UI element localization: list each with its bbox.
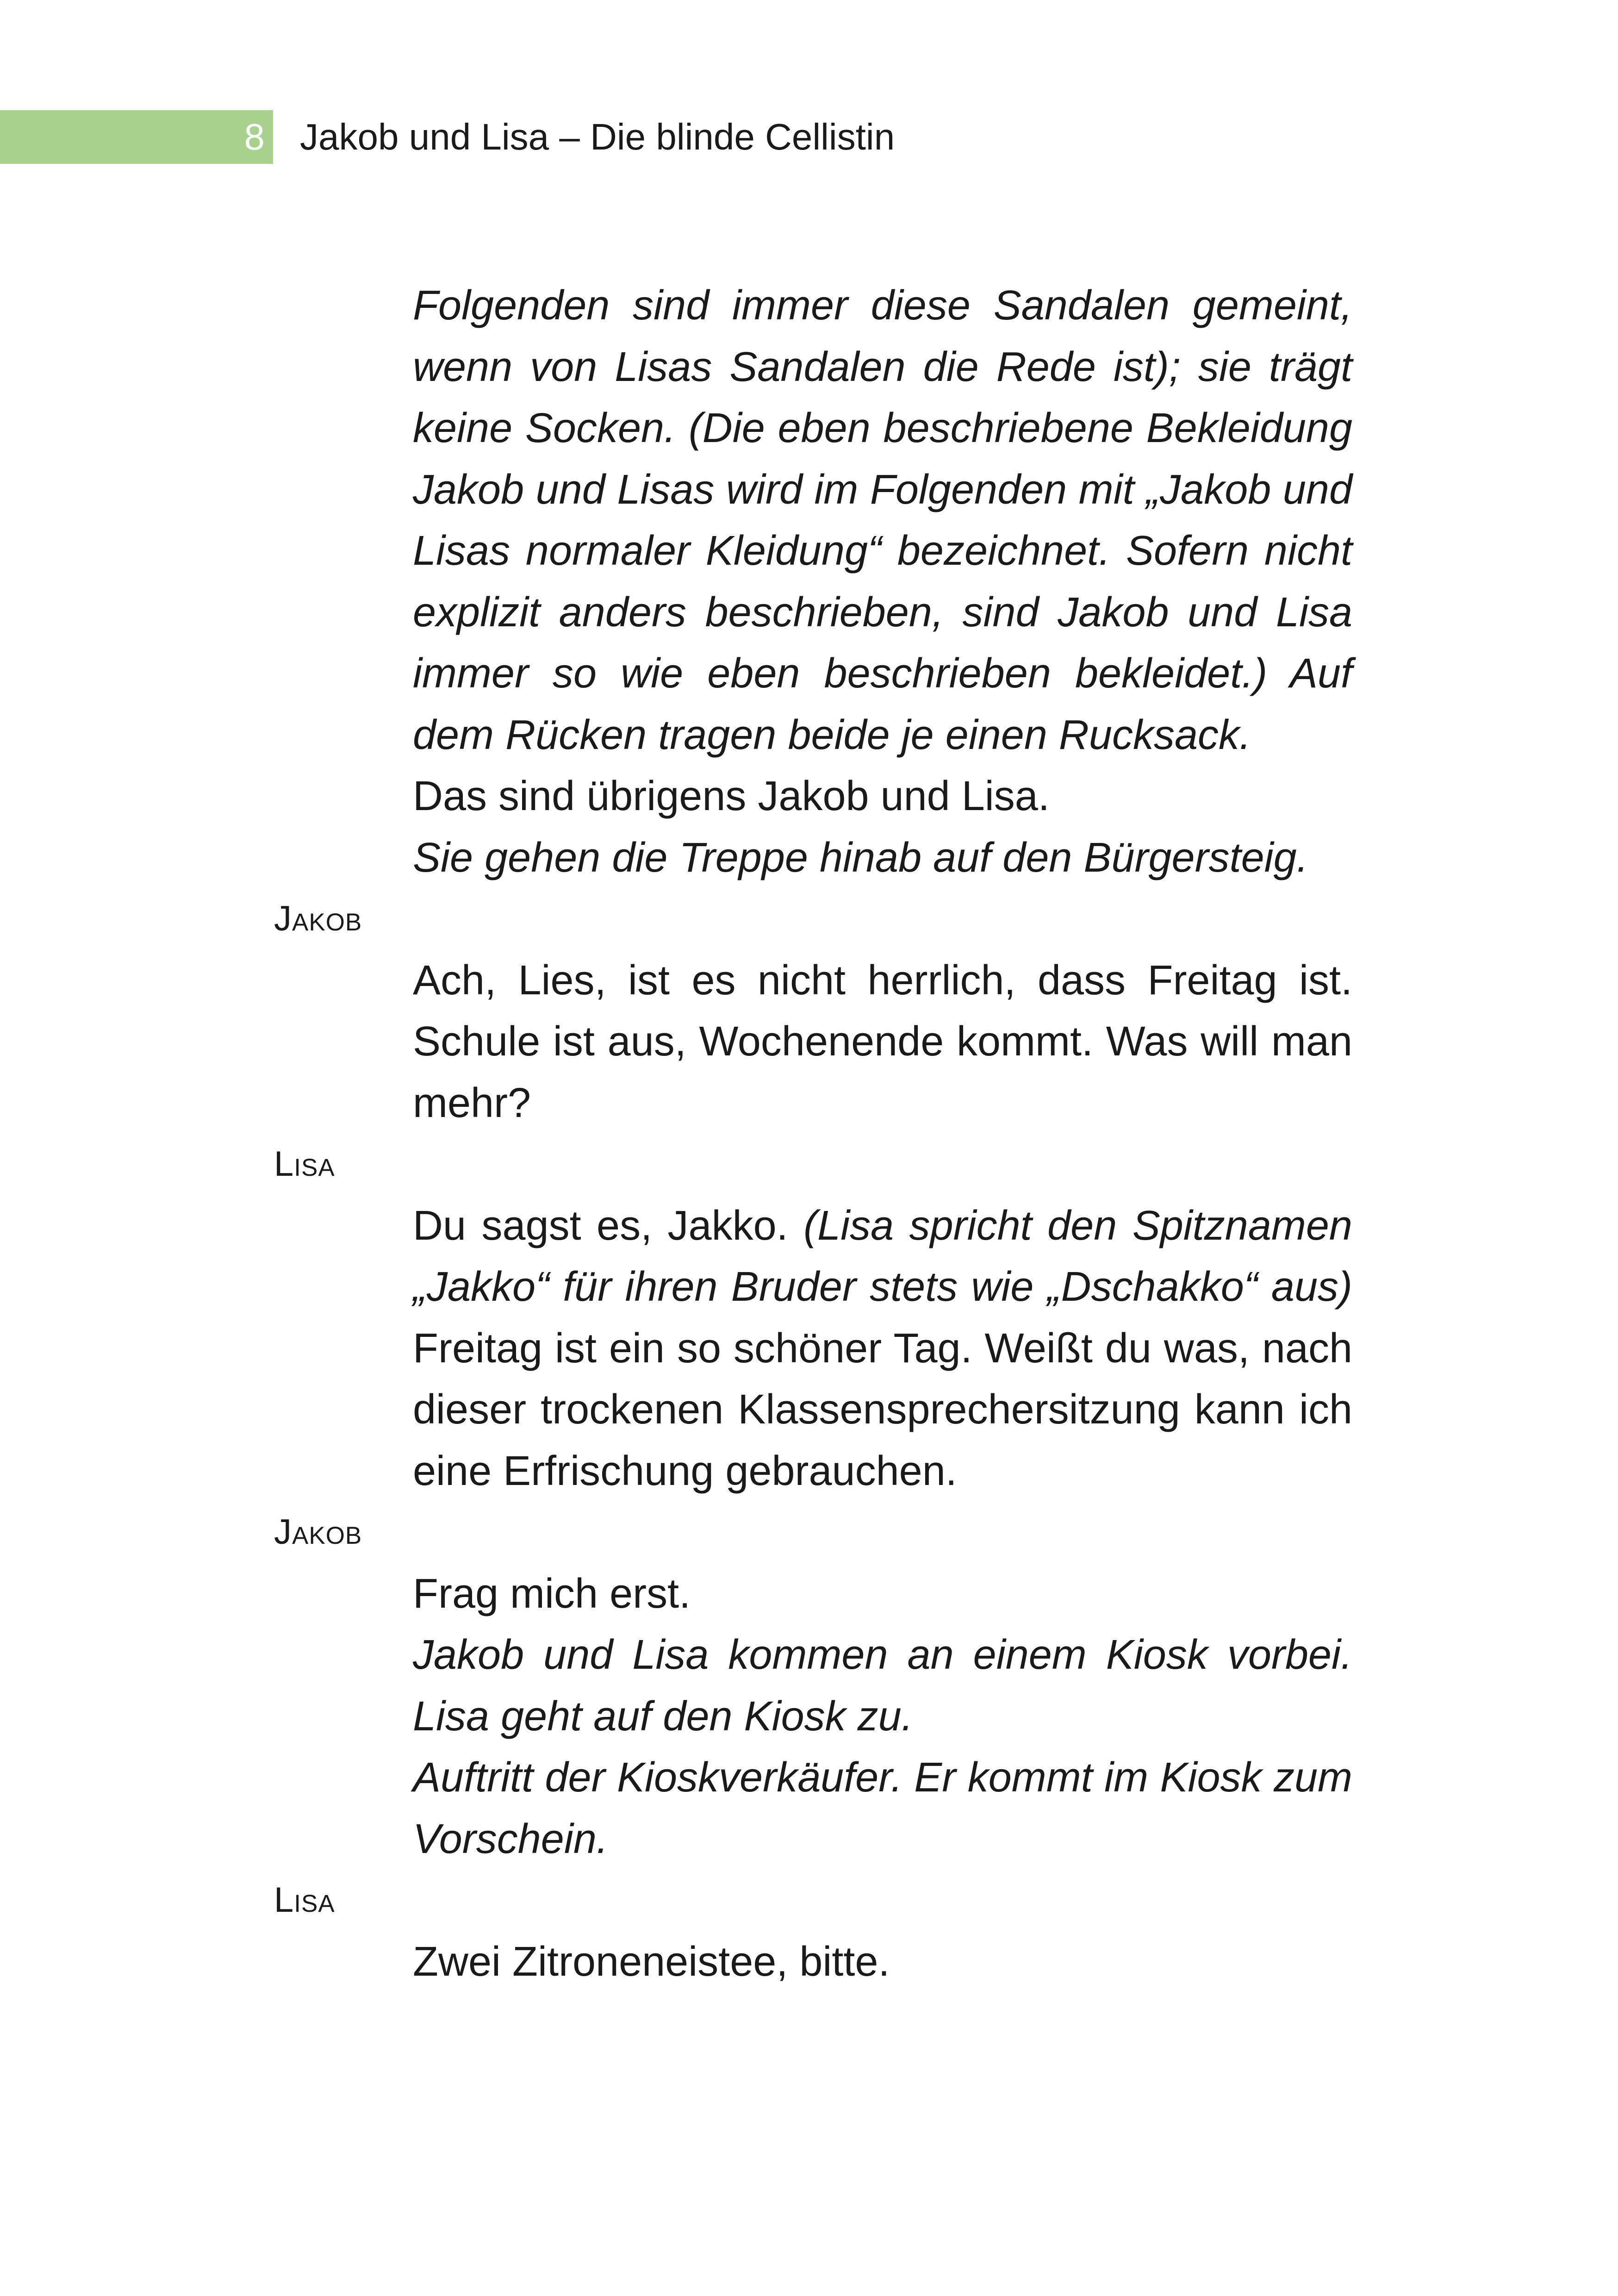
speaker-label: Lisa [274, 1144, 335, 1184]
stage-direction: Auftritt der Kioskverkäufer. Er kommt im Kiosk zum Vorschein. [413, 1754, 1352, 1862]
stage-direction: Sie gehen die Treppe hinab auf den Bürgersteig. [413, 834, 1308, 881]
running-head-title: Jakob und Lisa – Die blinde Cellistin [300, 116, 895, 157]
dialogue-line: Frag mich erst. [413, 1570, 691, 1617]
speaker-label: Jakob [274, 899, 362, 938]
dialogue-line: Zwei Zitroneneistee, bitte. [413, 1938, 890, 1985]
stage-direction: Jakob und Lisa kommen an einem Kiosk vorbei. Lisa geht auf den Kiosk zu. [413, 1632, 1352, 1740]
speaker-label: Lisa [274, 1880, 335, 1920]
speaker-label: Jakob [274, 1512, 362, 1552]
page-number: 8 [244, 116, 265, 157]
dialogue-line [413, 1195, 1352, 1502]
script-body [0, 275, 1618, 1992]
dialogue-text: Freitag ist ein so schöner Tag. Weißt du was, nach dieser trockenen Klassensprechersitzung kann ich eine Erfrischung gebrauchen. [413, 1325, 1352, 1494]
stage-direction: Folgenden sind immer diese Sandalen gemeint, wenn von Lisas Sandalen die Rede ist); sie trägt keine Socken. (Die eben beschriebene Bekleidung Jakob und Lisas wird im Folgenden mit „Jakob und Lisas normaler Kleidung“ bezeichnet. Sofern nicht explizit anders beschrieben, sind Jakob und Lisa immer so wie eben beschrieben bekleidet.) Auf dem Rücken tragen beide je einen Rucksack. [413, 282, 1352, 758]
dialogue-line: Ach, Lies, ist es nicht herrlich, dass Freitag ist. Schule ist aus, Wochenende kommt. Was will man mehr? [413, 957, 1352, 1126]
inline-stage-direction: (Lisa spricht den Spitznamen „Jakko“ für ihren Bruder stets wie „Dschakko“ aus) [413, 1202, 1352, 1310]
narration-line: Das sind übrigens Jakob und Lisa. [413, 773, 1050, 819]
dialogue-text: Du sagst es, Jakko. [413, 1202, 788, 1249]
